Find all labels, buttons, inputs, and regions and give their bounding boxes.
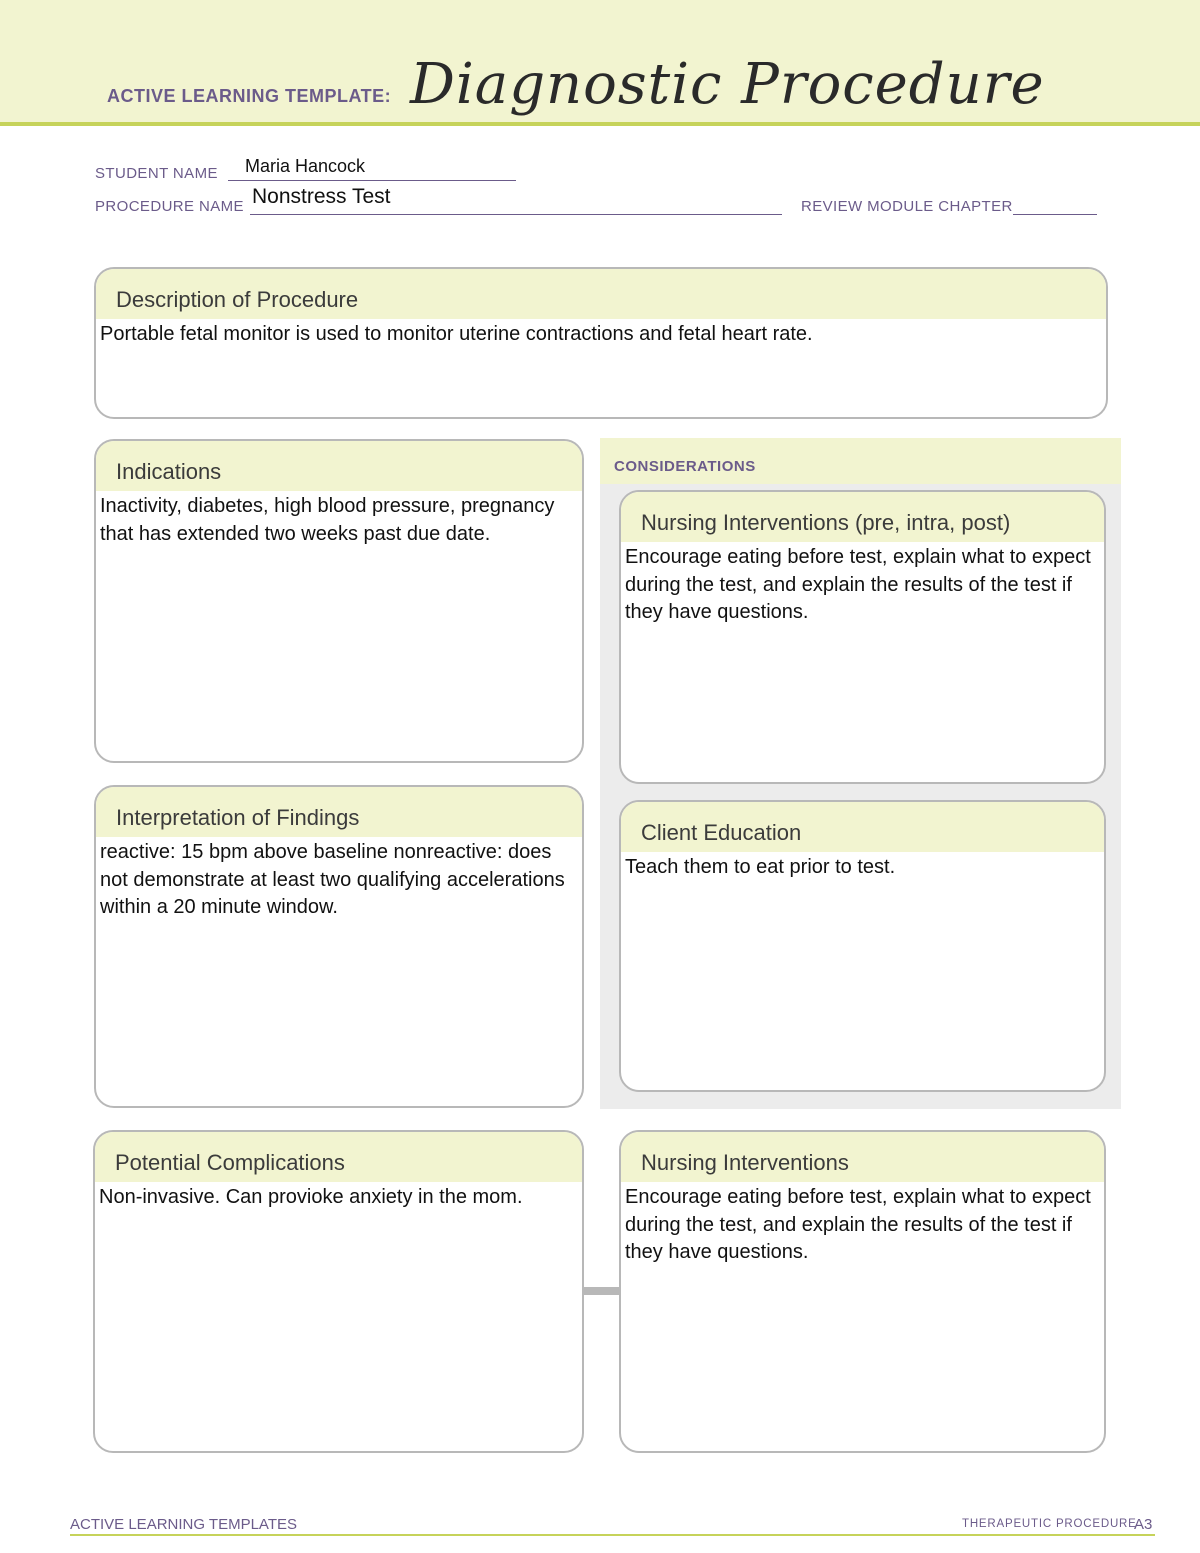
- template-label: ACTIVE LEARNING TEMPLATE:: [107, 86, 392, 106]
- complications-text[interactable]: Non-invasive. Can provioke anxiety in the mom.: [99, 1186, 523, 1208]
- page-number: A3: [1134, 1516, 1153, 1533]
- student-name-label: STUDENT NAME: [95, 165, 218, 182]
- page-title: Diagnostic Procedure: [410, 52, 1045, 117]
- nursing-interventions-pip-box: [619, 490, 1106, 784]
- box-connector: [583, 1287, 621, 1295]
- considerations-label: CONSIDERATIONS: [614, 458, 756, 475]
- client-education-title: Client Education: [621, 802, 1104, 852]
- footer-left-label: ACTIVE LEARNING TEMPLATES: [70, 1516, 297, 1533]
- nursing-interventions-text[interactable]: Encourage eating before test, explain what to expect during the test, and explain the results of the test if they have questions.: [625, 1186, 1091, 1263]
- interpretation-text[interactable]: reactive: 15 bpm above baseline nonreactive: does not demonstrate at least two qualifying accelerations within a 20 minute window.: [100, 841, 565, 918]
- client-education-text[interactable]: Teach them to eat prior to test.: [625, 856, 896, 878]
- interpretation-title: Interpretation of Findings: [96, 787, 582, 837]
- nursing-interventions-pip-text[interactable]: Encourage eating before test, explain what to expect during the test, and explain the results of the test if they have questions.: [625, 546, 1091, 623]
- footer-line: [70, 1534, 1155, 1536]
- complications-title: Potential Complications: [95, 1132, 582, 1182]
- procedure-name-field[interactable]: Nonstress Test: [252, 185, 391, 208]
- procedure-name-line: [250, 214, 782, 215]
- student-name-field[interactable]: Maria Hancock: [245, 156, 366, 176]
- review-module-line: [1013, 214, 1097, 215]
- indications-text[interactable]: Inactivity, diabetes, high blood pressure, pregnancy that has extended two weeks past due date.: [100, 495, 555, 545]
- student-name-line: [228, 180, 516, 181]
- interpretation-box: [94, 785, 584, 1108]
- description-box: [94, 267, 1108, 419]
- complications-box: [93, 1130, 584, 1453]
- client-education-box: [619, 800, 1106, 1092]
- footer-right-label: THERAPEUTIC PROCEDURE: [962, 1518, 1137, 1530]
- nursing-interventions-title: Nursing Interventions: [621, 1132, 1104, 1182]
- header-accent-line: [0, 122, 1200, 126]
- nursing-interventions-box: [619, 1130, 1106, 1453]
- indications-title: Indications: [96, 441, 582, 491]
- review-module-label: REVIEW MODULE CHAPTER: [801, 198, 1013, 215]
- description-title: Description of Procedure: [96, 269, 1106, 319]
- nursing-interventions-pip-title: Nursing Interventions (pre, intra, post): [621, 492, 1104, 542]
- indications-box: [94, 439, 584, 763]
- description-text[interactable]: Portable fetal monitor is used to monitor uterine contractions and fetal heart rate.: [100, 323, 813, 345]
- procedure-name-label: PROCEDURE NAME: [95, 198, 244, 215]
